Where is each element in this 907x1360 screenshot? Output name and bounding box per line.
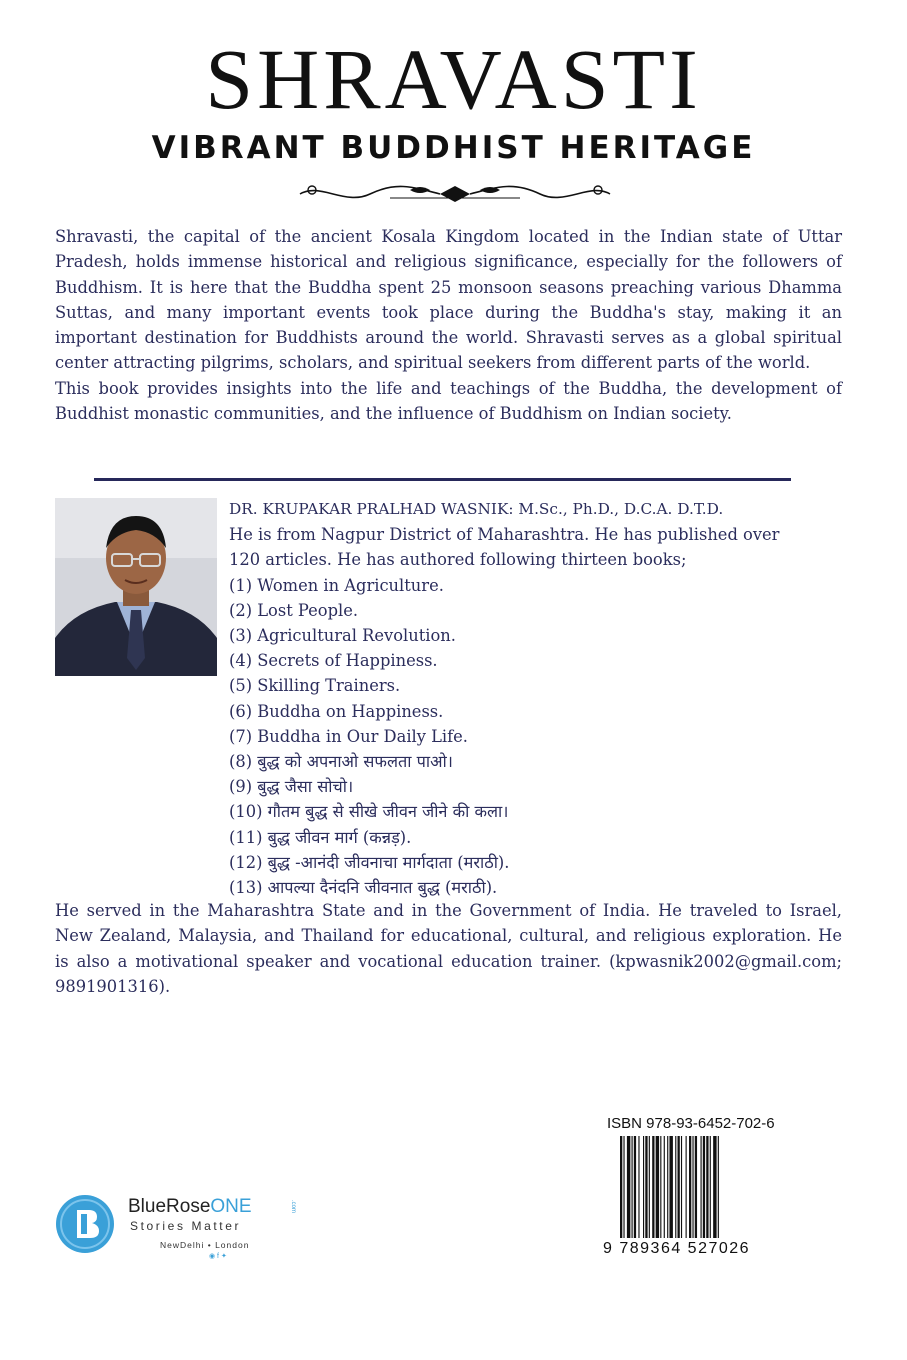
barcode-bar [632, 1136, 633, 1238]
section-divider [94, 478, 791, 481]
barcode-bar [634, 1136, 636, 1238]
barcode-bar [713, 1136, 716, 1238]
ornament-divider [290, 180, 620, 208]
book-list-item: (10) गौतम बुद्ध से सीखे जीवन जीने की कला। [229, 802, 509, 822]
barcode-bar [656, 1136, 659, 1238]
book-list-item: (1) Women in Agriculture. [229, 575, 444, 595]
book-list [229, 573, 849, 901]
barcode-digits: 9 789364 527026 [603, 1240, 751, 1257]
book-list-item: (12) बुद्ध -आनंदी जीवनाचा मार्गदाता (मराठी). [229, 852, 510, 872]
barcode-bar [703, 1136, 705, 1238]
author-bio-line: He is from Nagpur District of Maharashtra. He has published over [229, 525, 780, 545]
barcode-bar [718, 1136, 719, 1238]
publisher-domain: .com [290, 1200, 296, 1214]
barcode-bar [686, 1136, 687, 1238]
barcode-bar [710, 1136, 711, 1238]
barcode-bar [664, 1136, 665, 1238]
barcode-bar [706, 1136, 708, 1238]
author-name: DR. KRUPAKAR PRALHAD WASNIK: M.Sc., Ph.D., D.C.A. D.T.D. [229, 500, 724, 518]
publisher-logo-icon [55, 1194, 115, 1254]
isbn-label: ISBN 978-93-6452-702-6 [607, 1115, 775, 1132]
barcode-bar [667, 1136, 668, 1238]
barcode-bar [669, 1136, 672, 1238]
book-list-item: (6) Buddha on Happiness. [229, 701, 444, 721]
book-list-item: (4) Secrets of Happiness. [229, 651, 438, 671]
social-icons: ◉ f ✦ [209, 1253, 227, 1260]
book-list-item: (2) Lost People. [229, 600, 359, 620]
publisher-brand-suffix: ONE [210, 1196, 252, 1217]
author-bio-line: 120 articles. He has authored following thirteen books; [229, 550, 687, 570]
book-list-item: (11) बुद्ध जीवन मार्ग (कन्नड़). [229, 827, 412, 847]
book-list-item: (9) बुद्ध जैसा सोचो। [229, 777, 354, 797]
author-photo [55, 498, 217, 676]
barcode-bar [627, 1136, 630, 1238]
book-title: SHRAVASTI [205, 31, 702, 127]
barcode-bar [701, 1136, 702, 1238]
author-closing-bio: He served in the Maharashtra State and in the Government of India. He traveled to Israel, New Zealand, Malaysia, and Thailand for educational, cultural, and religious exploration. He is also a motivational speaker and vocational education trainer. (kpwasnik2002@gmail.com; 9891901316). [55, 901, 842, 996]
barcode-bar [681, 1136, 682, 1238]
book-subtitle: VIBRANT BUDDHIST HERITAGE [151, 130, 756, 166]
barcode-bar [675, 1136, 676, 1238]
barcode-bar [645, 1136, 647, 1238]
book-list-item: (3) Agricultural Revolution. [229, 626, 456, 646]
publisher-tagline: Stories Matter [130, 1219, 242, 1233]
barcode-bar [638, 1136, 639, 1238]
barcode-bar [660, 1136, 661, 1238]
publisher-brand [128, 1196, 252, 1218]
book-list-item: (13) आपल्या दैनंदनि जीवनात बुद्ध (मराठी). [229, 878, 498, 898]
book-list-item: (5) Skilling Trainers. [229, 676, 401, 696]
barcode-bar [692, 1136, 693, 1238]
barcode-bar [649, 1136, 650, 1238]
barcode-bar [643, 1136, 644, 1238]
barcode-bar [695, 1136, 697, 1238]
barcode-bar [678, 1136, 680, 1238]
description-paragraph-2: This book provides insights into the life and teachings of the Buddha, the development of Buddhist monastic communities, and the influence of Buddhism on Indian society. [55, 378, 842, 424]
publisher-brand-name: BlueRose [128, 1196, 211, 1217]
description-paragraph-1: Shravasti, the capital of the ancient Kosala Kingdom located in the Indian state of Uttar Pradesh, holds immense historical and religious significance, especially for the followers of Buddhism. It is here that the Buddha spent 25 monsoon seasons preaching various Dhamma Suttas, and many important events took place during the Buddha's stay, making it an important destination for Buddhists around the world. Shravasti serves as a global spiritual center attracting pilgrims, scholars, and spiritual seekers from different parts of the world. [55, 227, 842, 373]
book-list-item: (8) बुद्ध को अपनाओ सफलता पाओ। [229, 752, 453, 772]
book-list-item: (7) Buddha in Our Daily Life. [229, 726, 468, 746]
isbn-barcode [620, 1136, 770, 1238]
author-section [229, 497, 849, 900]
book-description [55, 224, 842, 426]
barcode-bar [623, 1136, 624, 1238]
publisher-cities: NewDelhi • London [160, 1240, 250, 1250]
barcode-bar [689, 1136, 691, 1238]
barcode-bar [652, 1136, 654, 1238]
barcode-bar [620, 1136, 622, 1238]
